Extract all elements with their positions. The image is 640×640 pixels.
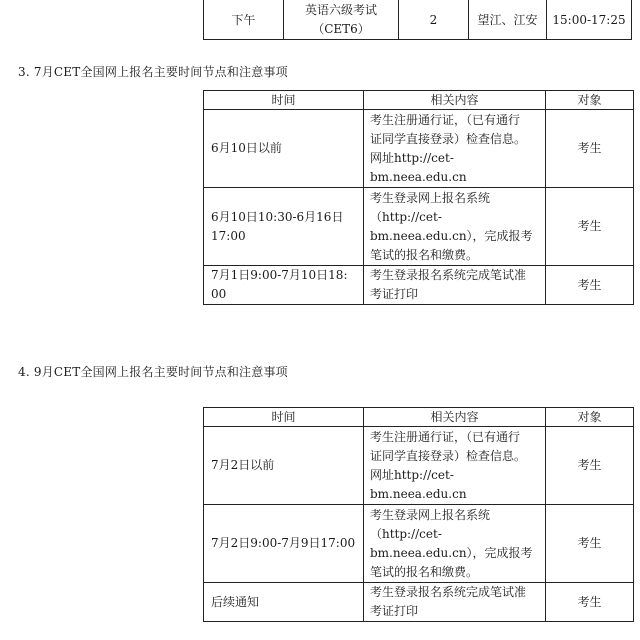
time-line: 7月2日9:00-7月9日17:00: [211, 536, 356, 550]
content-line: （http://cet-: [370, 209, 442, 224]
content-line: 考证打印: [370, 604, 419, 618]
time-cell: [204, 583, 364, 622]
content-line: 考生登录报名系统完成笔试准: [370, 268, 527, 282]
header-time: 时间: [204, 91, 364, 110]
content-line: bm.neea.edu.cn: [370, 486, 467, 501]
section-4-heading: 4. 9月CET全国网上报名主要时间节点和注意事项: [18, 365, 288, 379]
section-4-table: [203, 407, 634, 622]
target-cell: 考生: [546, 583, 634, 622]
section-3-table: [203, 90, 634, 305]
exam-name-line1: 英语六级考试: [304, 3, 377, 17]
target-cell: 考生: [546, 110, 634, 188]
content-cell: [364, 583, 546, 622]
content-line: bm.neea.edu.cn），完成报考: [370, 545, 533, 560]
table-row: [204, 427, 634, 505]
content-line: 证同学直接登录）检查信息。: [370, 448, 527, 463]
time-cell: 15:00-17:25: [547, 0, 632, 40]
exam-name-line2: （CET6）: [312, 22, 370, 36]
table-row: [204, 266, 634, 305]
content-line: bm.neea.edu.cn: [370, 169, 467, 184]
target-cell: 考生: [546, 266, 634, 305]
count-cell: 2: [399, 0, 469, 40]
time-cell: [204, 505, 364, 583]
table-header-row: [204, 91, 634, 110]
time-line: 7月2日以前: [211, 458, 275, 472]
table-header-row: [204, 408, 634, 427]
content-line: 考生登录网上报名系统: [370, 507, 491, 522]
section-3-heading: 3. 7月CET全国网上报名主要时间节点和注意事项: [18, 65, 288, 79]
exam-name-cell: [284, 0, 399, 40]
content-line: 考证打印: [370, 287, 419, 301]
header-target: 对象: [546, 91, 634, 110]
time-line: 17:00: [211, 228, 246, 243]
content-line: 证同学直接登录）检查信息。: [370, 131, 527, 146]
time-cell: [204, 427, 364, 505]
content-line: 考生登录报名系统完成笔试准: [370, 585, 527, 599]
content-cell: [364, 427, 546, 505]
table-row: [204, 110, 634, 188]
content-line: 网址http://cet-: [370, 150, 454, 165]
content-line: （http://cet-: [370, 526, 442, 541]
target-cell: 考生: [546, 188, 634, 266]
content-line: 网址http://cet-: [370, 467, 454, 482]
header-time: 时间: [204, 408, 364, 427]
content-line: 笔试的报名和缴费。: [370, 247, 479, 262]
time-line: 7月1日9:00-7月10日18:: [211, 268, 348, 282]
time-cell: [204, 110, 364, 188]
time-cell: [204, 266, 364, 305]
time-line: 00: [211, 287, 227, 301]
header-content: 相关内容: [364, 91, 546, 110]
content-line: 考生登录网上报名系统: [370, 190, 491, 205]
time-line: 6月10日以前: [211, 141, 282, 155]
content-line: 考生注册通行证，（已有通行: [370, 112, 521, 127]
content-cell: [364, 188, 546, 266]
target-cell: 考生: [546, 505, 634, 583]
content-line: 笔试的报名和缴费。: [370, 564, 479, 579]
target-cell: 考生: [546, 427, 634, 505]
exam-schedule-table-partial: [203, 0, 632, 40]
content-cell: [364, 110, 546, 188]
content-cell: [364, 505, 546, 583]
header-target: 对象: [546, 408, 634, 427]
time-line: 6月10日10:30-6月16日: [211, 209, 344, 224]
table-row: [204, 583, 634, 622]
content-line: bm.neea.edu.cn），完成报考: [370, 228, 533, 243]
time-line: 后续通知: [211, 594, 260, 609]
content-line: 考生注册通行证，（已有通行: [370, 429, 521, 444]
header-content: 相关内容: [364, 408, 546, 427]
table-row: [204, 505, 634, 583]
areas-cell: 望江、江安: [469, 0, 547, 40]
session-cell: 下午: [204, 0, 284, 40]
time-cell: [204, 188, 364, 266]
table-row: [204, 188, 634, 266]
content-cell: [364, 266, 546, 305]
